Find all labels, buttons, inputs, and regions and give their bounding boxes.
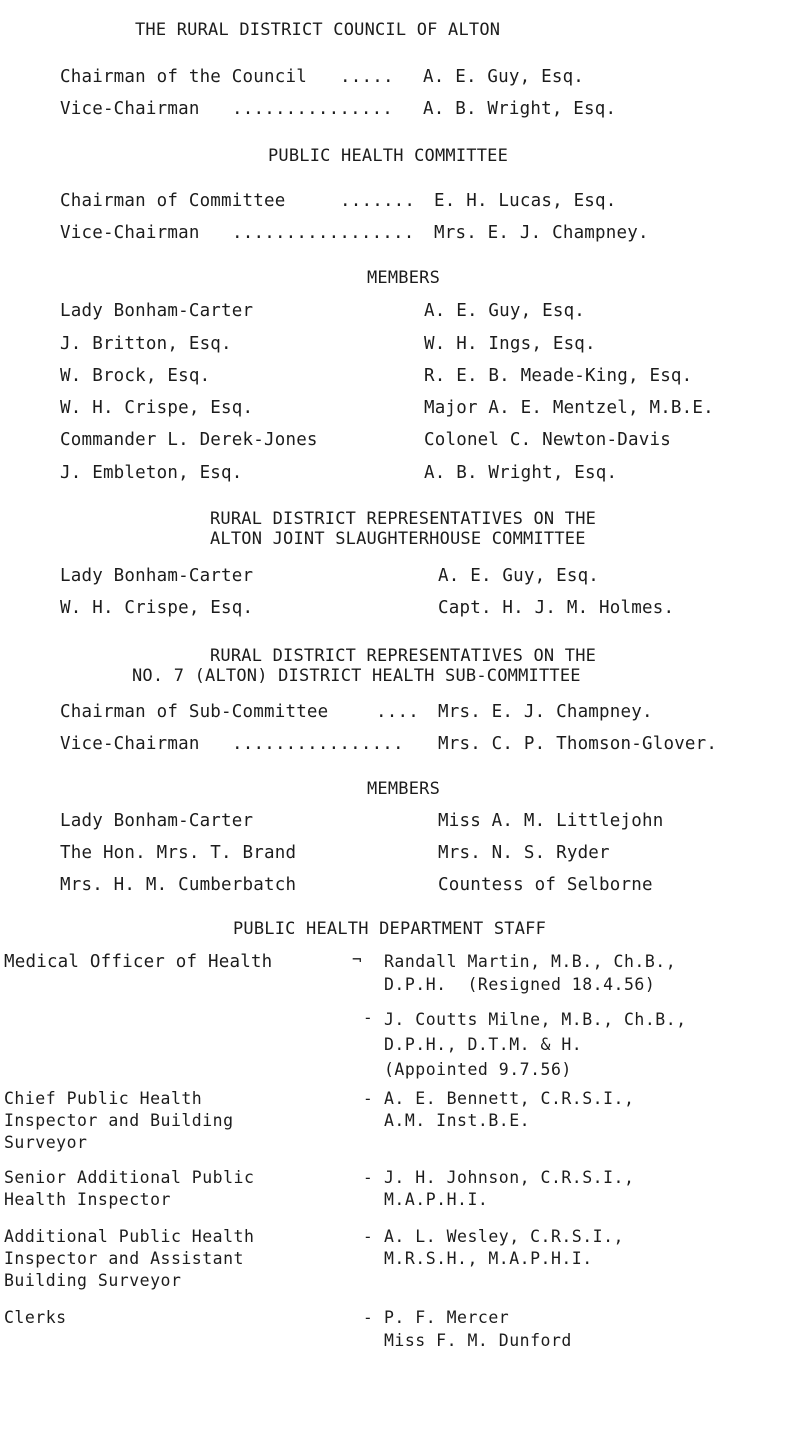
council-vice-chairman-name: A. B. Wright, Esq. — [423, 99, 617, 119]
sub-member-left: Lady Bonham-Carter — [60, 811, 254, 831]
member-left: Commander L. Derek-Jones — [60, 430, 318, 450]
chief-label-line: Inspector and Building — [4, 1111, 234, 1130]
sub-committee-chairman-label: Chairman of Sub-Committee — [60, 702, 329, 722]
dash-mark: - — [363, 1008, 373, 1027]
dash-mark: - — [363, 1089, 373, 1108]
sub-committee-chairman-dots: .... — [376, 702, 419, 722]
moh-2-line: (Appointed 9.7.56) — [384, 1060, 572, 1079]
slaughterhouse-rep-right: A. E. Guy, Esq. — [438, 566, 600, 586]
member-left: Lady Bonham-Carter — [60, 301, 254, 321]
additional-label-line: Inspector and Assistant — [4, 1249, 244, 1268]
additional-name-line: A. L. Wesley, C.R.S.I., — [384, 1227, 624, 1246]
dash-mark: - — [363, 1227, 373, 1246]
member-left: J. Britton, Esq. — [60, 334, 232, 354]
dash-mark: - — [363, 1308, 373, 1327]
chief-name-line: A. E. Bennett, C.R.S.I., — [384, 1089, 635, 1108]
clerk-name: P. F. Mercer — [384, 1308, 510, 1327]
chief-name-line: A.M. Inst.B.E. — [384, 1111, 531, 1130]
council-vice-chairman-dots: ............... — [232, 99, 394, 119]
additional-label-line: Additional Public Health — [4, 1227, 255, 1246]
member-left: W. H. Crispe, Esq. — [60, 398, 254, 418]
slaughterhouse-rep-left: W. H. Crispe, Esq. — [60, 598, 254, 618]
sub-member-left: The Hon. Mrs. T. Brand — [60, 843, 297, 863]
slaughterhouse-rep-right: Capt. H. J. M. Holmes. — [438, 598, 675, 618]
public-health-committee-heading: PUBLIC HEALTH COMMITTEE — [268, 146, 509, 166]
committee-vice-chairman-dots: ................. — [232, 223, 415, 243]
member-right: W. H. Ings, Esq. — [424, 334, 596, 354]
staff-heading: PUBLIC HEALTH DEPARTMENT STAFF — [233, 919, 547, 939]
slaughterhouse-heading-line2: ALTON JOINT SLAUGHTERHOUSE COMMITTEE — [210, 529, 586, 549]
committee-chairman-name: E. H. Lucas, Esq. — [434, 191, 617, 211]
sub-committee-heading-line2: NO. 7 (ALTON) DISTRICT HEALTH SUB-COMMITTEE — [132, 666, 581, 686]
senior-label-line: Senior Additional Public — [4, 1168, 255, 1187]
sub-member-right: Mrs. N. S. Ryder — [438, 843, 610, 863]
committee-chairman-label: Chairman of Committee — [60, 191, 286, 211]
sub-committee-chairman-name: Mrs. E. J. Champney. — [438, 702, 653, 722]
committee-members-heading: MEMBERS — [367, 268, 441, 288]
slaughterhouse-heading-line1: RURAL DISTRICT REPRESENTATIVES ON THE — [210, 509, 597, 529]
member-right: Colonel C. Newton-Davis — [424, 430, 671, 450]
bracket-mark: ¬ — [352, 950, 362, 969]
member-right: Major A. E. Mentzel, M.B.E. — [424, 398, 714, 418]
moh-1-line: Randall Martin, M.B., Ch.B., — [384, 952, 677, 971]
member-left: J. Embleton, Esq. — [60, 463, 243, 483]
committee-vice-chairman-label: Vice-Chairman — [60, 223, 200, 243]
moh-1-line: D.P.H. (Resigned 18.4.56) — [384, 975, 656, 994]
senior-label-line: Health Inspector — [4, 1190, 171, 1209]
council-chairman-label: Chairman of the Council — [60, 67, 307, 87]
committee-chairman-dots: ....... — [340, 191, 416, 211]
moh-2-line: D.P.H., D.T.M. & H. — [384, 1035, 583, 1054]
member-left: W. Brock, Esq. — [60, 366, 211, 386]
dash-mark: - — [363, 1168, 373, 1187]
sub-member-right: Countess of Selborne — [438, 875, 653, 895]
moh-label: Medical Officer of Health — [4, 952, 273, 972]
senior-name-line: M.A.P.H.I. — [384, 1190, 489, 1209]
sub-committee-vice-chairman-name: Mrs. C. P. Thomson-Glover. — [438, 734, 718, 754]
clerk-name: Miss F. M. Dunford — [384, 1331, 572, 1350]
council-vice-chairman-label: Vice-Chairman — [60, 99, 200, 119]
sub-member-left: Mrs. H. M. Cumberbatch — [60, 875, 297, 895]
document-title: THE RURAL DISTRICT COUNCIL OF ALTON — [135, 20, 501, 40]
council-chairman-name: A. E. Guy, Esq. — [423, 67, 585, 87]
committee-vice-chairman-name: Mrs. E. J. Champney. — [434, 223, 649, 243]
sub-member-right: Miss A. M. Littlejohn — [438, 811, 664, 831]
chief-label-line: Surveyor — [4, 1133, 88, 1152]
sub-committee-vice-chairman-label: Vice-Chairman — [60, 734, 200, 754]
slaughterhouse-rep-left: Lady Bonham-Carter — [60, 566, 254, 586]
sub-committee-vice-chairman-dots: ................ — [232, 734, 404, 754]
additional-name-line: M.R.S.H., M.A.P.H.I. — [384, 1249, 593, 1268]
additional-label-line: Building Surveyor — [4, 1271, 182, 1290]
member-right: A. B. Wright, Esq. — [424, 463, 618, 483]
chief-label-line: Chief Public Health — [4, 1089, 203, 1108]
council-chairman-dots: ..... — [340, 67, 394, 87]
moh-2-line: J. Coutts Milne, M.B., Ch.B., — [384, 1010, 687, 1029]
clerks-label: Clerks — [4, 1308, 67, 1327]
member-right: A. E. Guy, Esq. — [424, 301, 586, 321]
senior-name-line: J. H. Johnson, C.R.S.I., — [384, 1168, 635, 1187]
sub-committee-members-heading: MEMBERS — [367, 779, 441, 799]
member-right: R. E. B. Meade-King, Esq. — [424, 366, 693, 386]
sub-committee-heading-line1: RURAL DISTRICT REPRESENTATIVES ON THE — [210, 646, 597, 666]
